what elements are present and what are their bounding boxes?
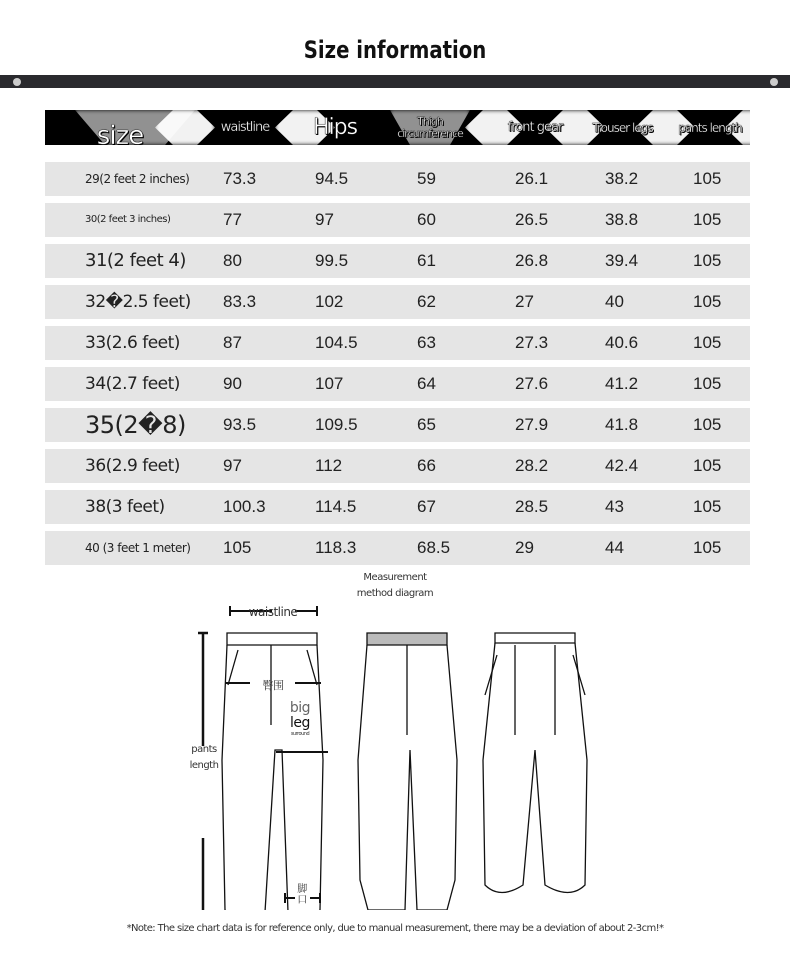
header-trouser-legs: Trouser legs: [592, 120, 653, 135]
table-row: [45, 162, 750, 196]
value-cell: 118.3: [315, 538, 357, 557]
header-size: size: [96, 120, 144, 145]
size-cell: 31(2 feet 4): [85, 250, 186, 271]
value-cell: 105: [693, 497, 722, 516]
value-cell: 87: [223, 333, 242, 352]
value-cell: 105: [693, 210, 722, 229]
value-cell: 65: [417, 415, 436, 434]
leg-label: leg: [290, 715, 310, 731]
value-cell: 41.2: [605, 374, 639, 393]
value-cell: 44: [605, 538, 624, 557]
pants-length-label: pants length: [189, 744, 219, 771]
pants-diagram: [185, 600, 605, 910]
value-cell: 26.8: [515, 251, 549, 270]
size-cell: 29(2 feet 2 inches): [85, 172, 190, 186]
header-hips: Hips: [312, 114, 358, 140]
value-cell: 97: [315, 210, 334, 229]
header-pants-length: pants length: [678, 120, 742, 135]
table-row: [45, 203, 750, 237]
diagram-title: Measurement method diagram: [356, 572, 434, 599]
rivet-icon: [13, 78, 21, 86]
value-cell: 105: [693, 333, 722, 352]
value-cell: 105: [223, 538, 252, 557]
value-cell: 27.6: [515, 374, 549, 393]
value-cell: 27.9: [515, 415, 549, 434]
big-leg-label: big: [289, 700, 311, 716]
page-title: Size information: [303, 36, 487, 64]
size-cell: 32�2.5 feet): [85, 292, 191, 312]
value-cell: 104.5: [315, 333, 358, 352]
value-cell: 28.5: [515, 497, 549, 516]
value-cell: 105: [693, 251, 722, 270]
value-cell: 90: [223, 374, 242, 393]
value-cell: 112: [315, 456, 343, 475]
table-row: [45, 531, 750, 565]
value-cell: 38.2: [605, 169, 639, 188]
value-cell: 80: [223, 251, 242, 270]
size-cell: 40 (3 feet 1 meter): [85, 541, 191, 555]
value-cell: 107: [315, 374, 344, 393]
value-cell: 29: [515, 538, 534, 557]
hem-label: 脚口: [297, 884, 307, 906]
header-waistline: waistline: [220, 119, 270, 135]
size-cell: 38(3 feet): [85, 497, 165, 517]
value-cell: 43: [605, 497, 624, 516]
size-cell: 30(2 feet 3 inches): [85, 214, 171, 225]
value-cell: 27: [515, 292, 534, 311]
value-cell: 40.6: [605, 333, 639, 352]
value-cell: 63: [417, 333, 436, 352]
value-cell: 66: [417, 456, 436, 475]
value-cell: 99.5: [315, 251, 349, 270]
table-row: [45, 490, 750, 524]
value-cell: 97: [223, 456, 242, 475]
table-row: [45, 449, 750, 483]
value-cell: 59: [417, 169, 436, 188]
value-cell: 61: [417, 251, 436, 270]
table-row: [45, 326, 750, 360]
value-cell: 105: [693, 415, 722, 434]
size-cell: 34(2.7 feet): [85, 374, 180, 394]
value-cell: 102: [315, 292, 344, 311]
value-cell: 100.3: [223, 497, 266, 516]
table-row: [45, 408, 750, 442]
size-note: *Note: The size chart data is for reference only, due to manual measurement, there may be a deviation of about 2-3cm!*: [126, 923, 664, 934]
value-cell: 77: [223, 210, 242, 229]
value-cell: 26.1: [515, 169, 549, 188]
table-row: [45, 244, 750, 278]
surround-label: surround: [290, 731, 310, 737]
value-cell: 41.8: [605, 415, 639, 434]
value-cell: 62: [417, 292, 436, 311]
value-cell: 73.3: [223, 169, 257, 188]
value-cell: 105: [693, 538, 722, 557]
value-cell: 94.5: [315, 169, 349, 188]
value-cell: 68.5: [417, 538, 451, 557]
value-cell: 105: [693, 292, 722, 311]
size-cell: 35(2�8): [85, 411, 186, 439]
header-front-gear: front gear: [507, 119, 563, 135]
table-row: [45, 285, 750, 319]
value-cell: 60: [417, 210, 436, 229]
value-cell: 114.5: [315, 497, 357, 516]
value-cell: 67: [417, 497, 436, 516]
value-cell: 109.5: [315, 415, 358, 434]
size-cell: 36(2.9 feet): [85, 456, 180, 476]
divider-bar: [0, 75, 790, 88]
waistline-label: waistline: [248, 605, 298, 619]
value-cell: 28.2: [515, 456, 549, 475]
value-cell: 105: [693, 374, 722, 393]
size-cell: 33(2.6 feet): [85, 333, 180, 353]
header-thigh: Thigh circumference: [397, 114, 463, 140]
hips-label: 臀围: [262, 679, 284, 692]
value-cell: 40: [605, 292, 624, 311]
rivet-icon: [770, 78, 778, 86]
value-cell: 42.4: [605, 456, 639, 475]
table-header: [45, 110, 750, 145]
table-row: [45, 367, 750, 401]
value-cell: 93.5: [223, 415, 257, 434]
value-cell: 64: [417, 374, 436, 393]
value-cell: 26.5: [515, 210, 549, 229]
value-cell: 105: [693, 456, 722, 475]
value-cell: 83.3: [223, 292, 257, 311]
value-cell: 39.4: [605, 251, 639, 270]
value-cell: 105: [693, 169, 722, 188]
value-cell: 38.8: [605, 210, 639, 229]
value-cell: 27.3: [515, 333, 549, 352]
